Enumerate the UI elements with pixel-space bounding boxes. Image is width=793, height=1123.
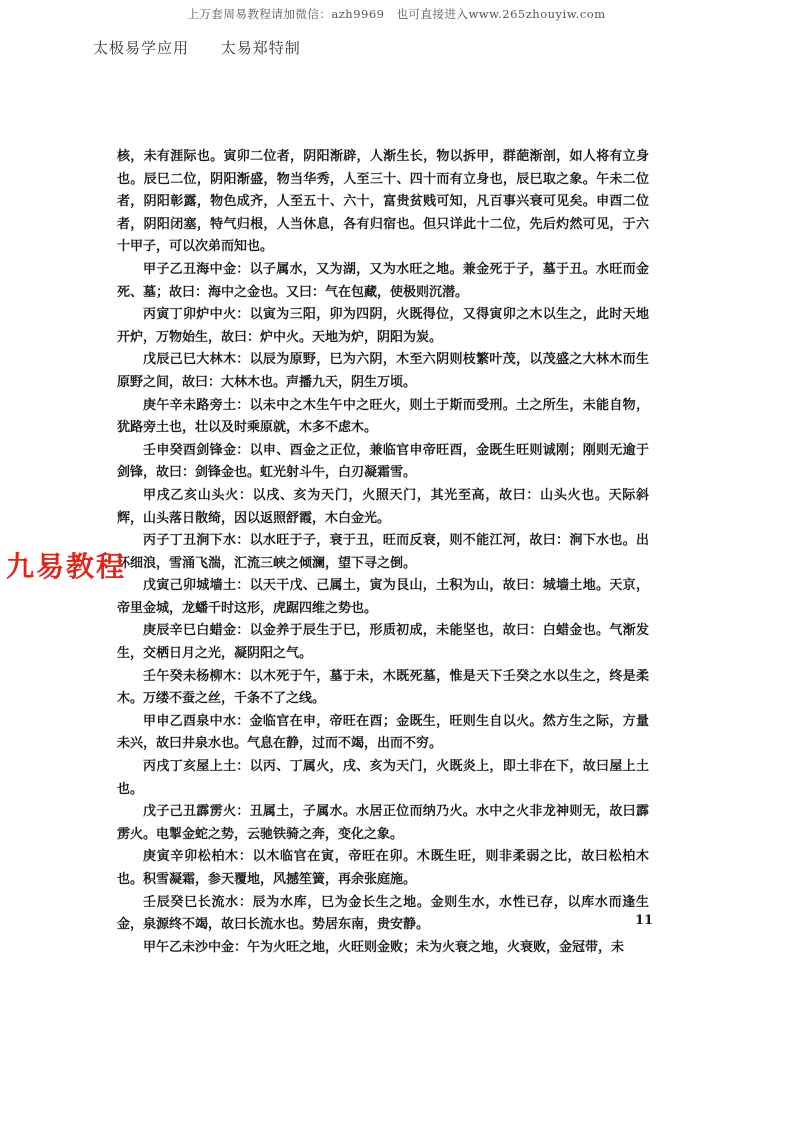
book-author: 太易郑特制 xyxy=(220,39,301,57)
paragraph: 戊寅己卯城墙土：以天干戊、己属土，寅为艮山，土积为山，故曰：城墙土地。天京，帝里金城，龙蟠千时这形，虎踞四维之势也。 xyxy=(117,578,649,616)
paragraph: 戊辰己巳大林木：以辰为原野，巳为六阴，木至六阴则枝繁叶茂，以茂盛之大林木而生原野之间，故曰：大林木也。声播九天，阴生万顷。 xyxy=(117,352,649,390)
paragraph: 壬辰癸巳长流水：辰为水库，巳为金长生之地。金则生水，水性已存，以库水而逢生金，泉源终不竭，故曰长流水也。势居东南，贵安静。 xyxy=(117,894,649,933)
paragraph: 庚寅辛卯松柏木：以木临官在寅，帝旺在卯。木既生旺，则非柔弱之比，故曰松柏木也。积雪凝霜，参天覆地，风撼笙簧，再余张庭施。 xyxy=(117,849,649,887)
body-text xyxy=(117,146,649,959)
paragraph: 丙寅丁卯炉中火：以寅为三阳，卯为四阴，火既得位，又得寅卯之木以生之，此时天地开炉，万物始生，故曰：炉中火。天地为炉，阴阳为炭。 xyxy=(117,307,649,345)
book-title: 太极易学应用 xyxy=(93,39,190,57)
paragraph: 甲子乙丑海中金：以子属水，又为湖，又为水旺之地。兼金死于子，墓于丑。水旺而金死、墓；故曰：海中之金也。又曰：气在包藏，使极则沉潜。 xyxy=(117,261,649,300)
paragraph: 庚午辛未路旁土：以未中之木生午中之旺火，则土于斯而受刑。土之所生，未能自物，犹路旁土也，壮以及时乘原就，木多不虑木。 xyxy=(117,397,649,436)
paragraph: 甲戌乙亥山头火：以戌、亥为天门，火照天门，其光至高，故曰：山头火也。天际斜辉，山头落日散绮，因以返照舒霞，木白金光。 xyxy=(117,487,649,526)
paragraph: 戊子己丑霹雳火：丑属土，子属水。水居正位而纳乃火。水中之火非龙神则无，故曰霹雳火。电掣金蛇之势，云驰铁骑之奔，变化之象。 xyxy=(117,804,649,842)
paragraph: 核，未有涯际也。寅卯二位者，阴阳渐辟，人渐生长，物以拆甲，群葩渐剖，如人将有立身也。辰巳二位，阴阳渐盛，物当华秀，人至三十、四十而有立身也，辰巳取之象。午未二位者，阴阳彰露，物色成齐，人至五十、六十，富贵贫贱可知，凡百事兴衰可见矣。申酉二位者，阴阳闭塞，特气归根，人当休息，各有归宿也。但只详此十二位，先后灼然可见，于六十甲子，可以次弟而知也。 xyxy=(117,149,649,255)
paragraph: 丙戌丁亥屋上土：以丙、丁属火，戌、亥为天门，火既炎上，即土非在下，故曰屋上土也。 xyxy=(117,759,649,797)
watermark-logo: 九易教程 xyxy=(6,550,127,583)
paragraph: 甲申乙酉泉中水：金临官在申，帝旺在酉；金既生，旺则生自以火。然方生之际，方量未兴，故曰井泉水也。气息在静，过而不竭，出而不穷。 xyxy=(117,713,649,752)
paragraph: 壬午癸未杨柳木：以木死于午，墓于未，木既死墓，惟是天下壬癸之水以生之，终是柔木。万缕不蚕之丝，千条不了之线。 xyxy=(117,668,649,707)
paragraph: 壬申癸酉剑锋金：以申、酉金之正位，兼临官申帝旺酉，金既生旺则诚刚；刚则无逾于剑锋，故曰：剑锋金也。虹光射斗牛，白刃凝霜雪。 xyxy=(117,442,649,481)
paragraph: 甲午乙未沙中金：午为火旺之地，火旺则金败；未为火衰之地，火衰败，金冠带，未 xyxy=(143,939,625,955)
paragraph: 丙子丁丑涧下水：以水旺于子，衰于丑，旺而反衰，则不能江河，故曰：涧下水也。出环细浪，雪涌飞湍，汇流三峡之倾澜，望下寻之倒。 xyxy=(117,533,649,571)
paragraph: 庚辰辛巳白蜡金：以金养于辰生于巳，形质初成，未能坚也，故曰：白蜡金也。气渐发生，交栖日月之光，凝阴阳之气。 xyxy=(117,623,649,662)
book-header xyxy=(93,37,327,58)
top-banner: 上万套周易教程请加微信：azh9969 也可直接进入www.265zhouyiw.com xyxy=(187,7,606,21)
page-number: 11 xyxy=(635,913,654,928)
